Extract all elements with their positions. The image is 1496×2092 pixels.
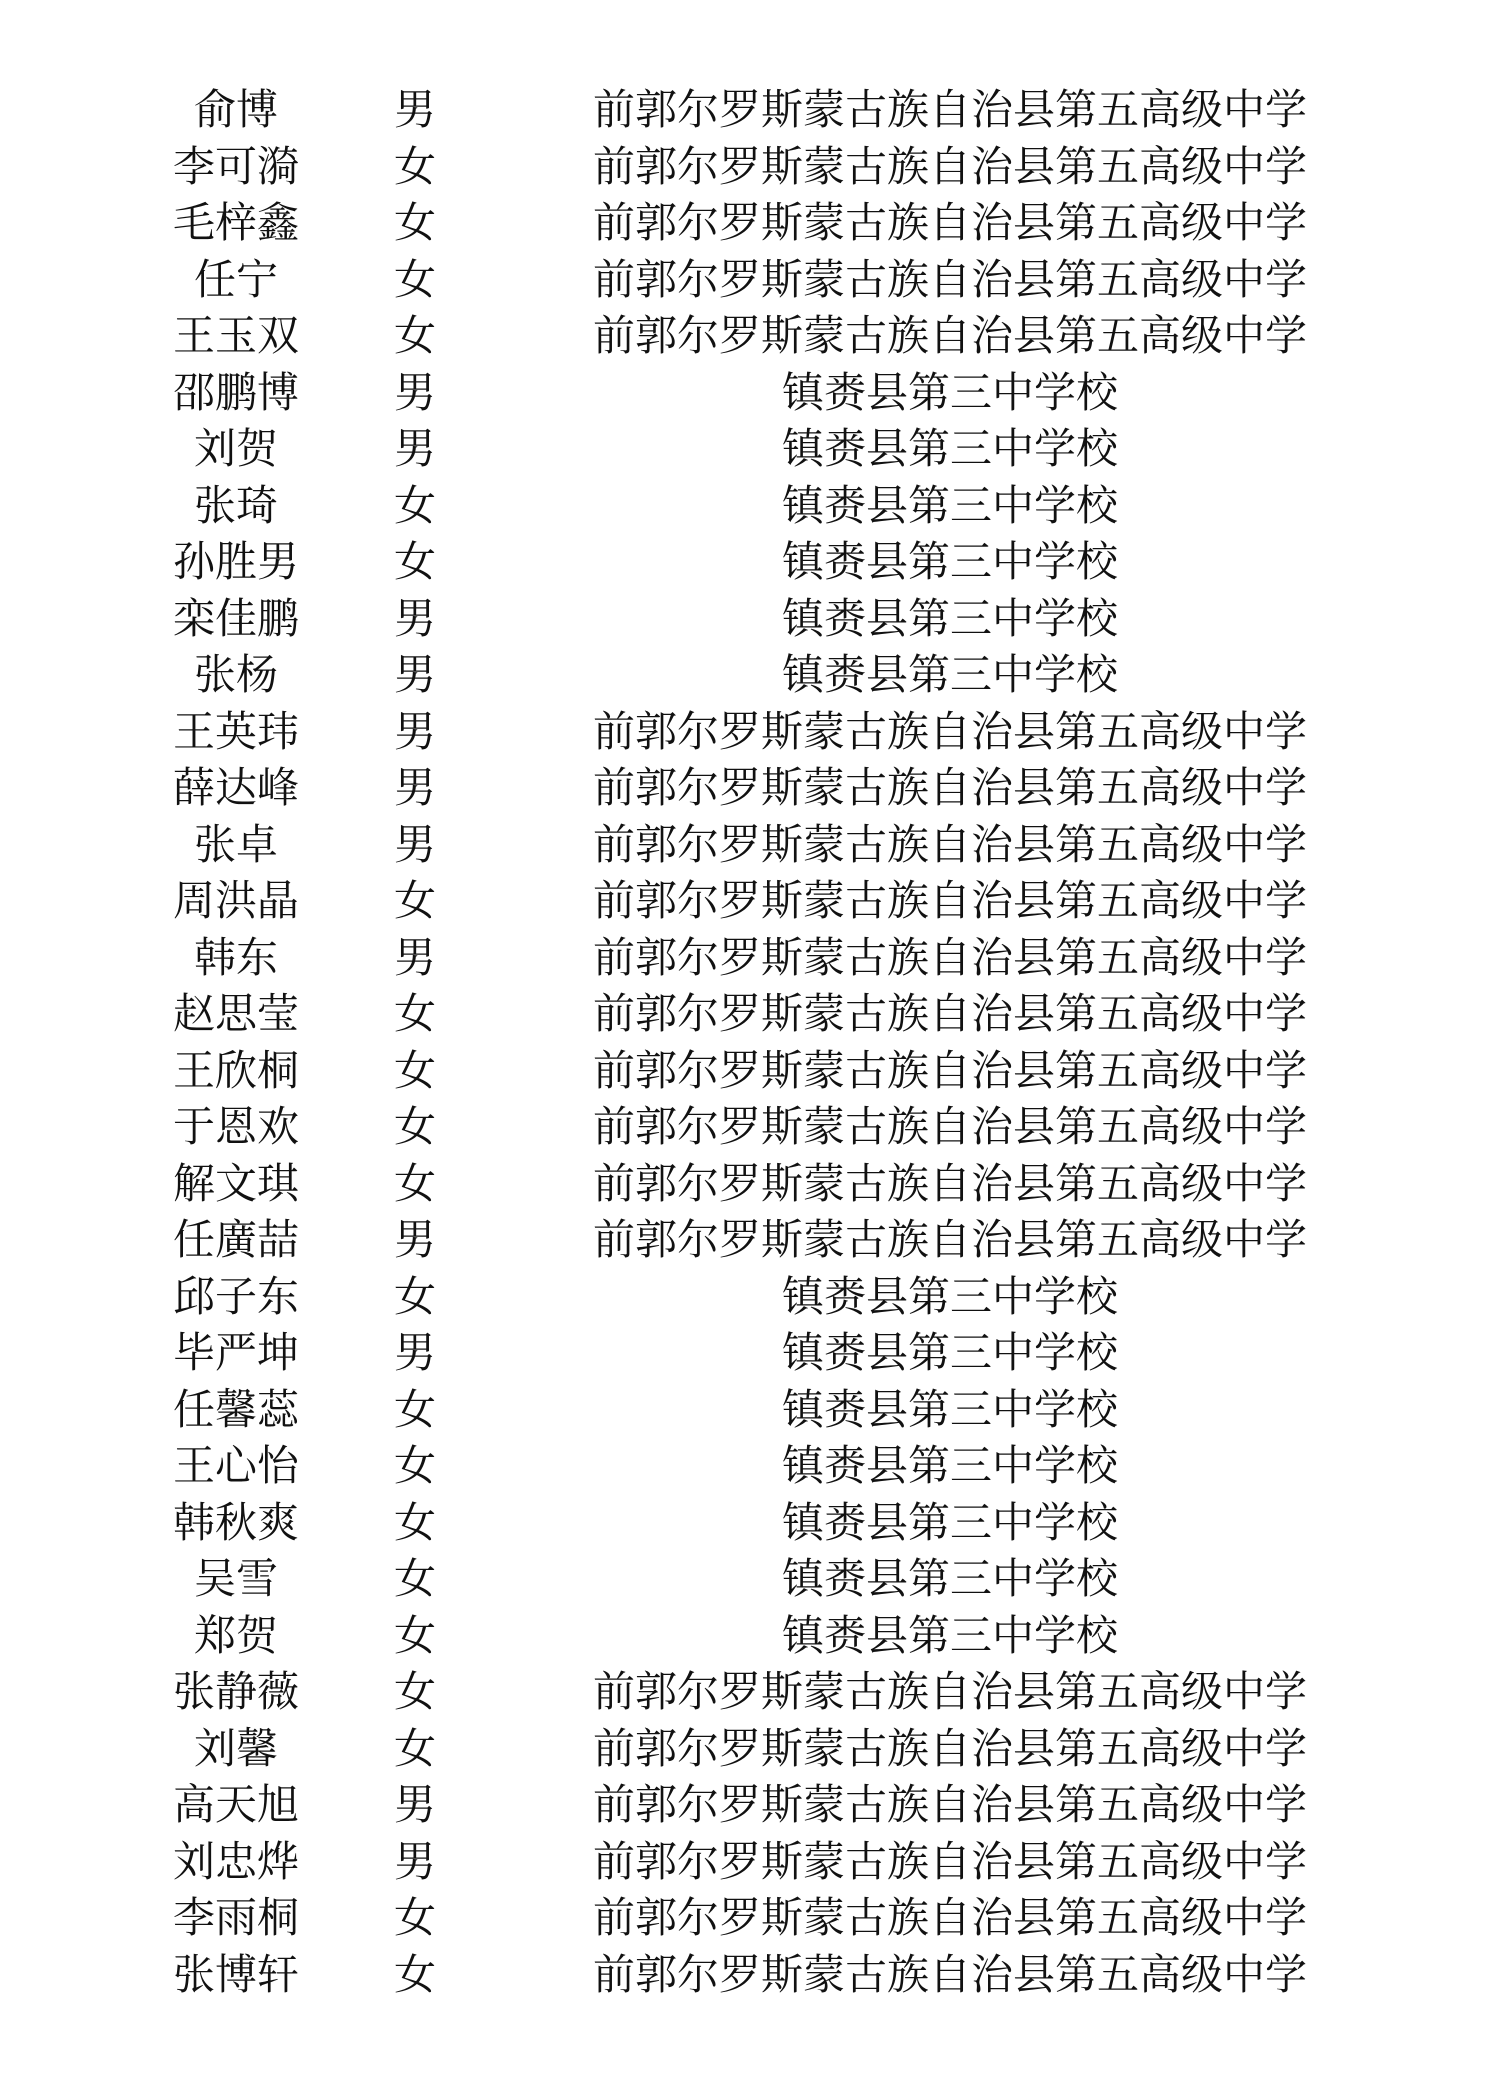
student-school: 前郭尔罗斯蒙古族自治县第五高级中学	[592, 1102, 1307, 1151]
roster-row	[0, 1269, 1496, 1326]
student-school: 前郭尔罗斯蒙古族自治县第五高级中学	[592, 1949, 1307, 1999]
student-gender: 女	[393, 141, 436, 191]
student-gender: 男	[393, 1328, 436, 1377]
roster-row	[0, 1777, 1496, 1834]
student-name: 毕严坤	[172, 1328, 299, 1377]
student-school: 前郭尔罗斯蒙古族自治县第五高级中学	[592, 311, 1307, 360]
student-school: 前郭尔罗斯蒙古族自治县第五高级中学	[592, 1723, 1307, 1773]
roster-row	[0, 930, 1496, 987]
student-name: 刘忠烨	[172, 1836, 299, 1886]
student-name: 栾佳鹏	[172, 593, 299, 643]
student-gender: 女	[393, 1610, 436, 1660]
student-gender: 男	[393, 593, 436, 643]
roster-row	[0, 1834, 1496, 1891]
roster-row	[0, 1947, 1496, 2004]
student-name: 张卓	[193, 819, 278, 869]
student-school: 前郭尔罗斯蒙古族自治县第五高级中学	[592, 819, 1307, 869]
student-gender: 男	[393, 367, 436, 417]
roster-row	[0, 1438, 1496, 1495]
student-school: 前郭尔罗斯蒙古族自治县第五高级中学	[592, 198, 1307, 247]
student-gender: 女	[393, 254, 436, 304]
roster-row	[0, 252, 1496, 309]
student-gender: 女	[393, 1102, 436, 1151]
student-gender: 女	[393, 1158, 436, 1208]
student-school: 前郭尔罗斯蒙古族自治县第五高级中学	[592, 141, 1307, 191]
roster-row	[0, 82, 1496, 139]
student-name: 孙胜男	[172, 537, 299, 586]
student-roster	[0, 82, 1496, 2003]
student-gender: 男	[393, 650, 436, 699]
student-gender: 男	[393, 1836, 436, 1886]
student-name: 任廣喆	[172, 1215, 299, 1264]
student-name: 任馨蕊	[172, 1384, 299, 1434]
roster-row	[0, 760, 1496, 817]
student-school: 镇赉县第三中学校	[781, 367, 1118, 417]
student-gender: 女	[393, 1384, 436, 1434]
student-name: 毛梓鑫	[172, 198, 299, 247]
roster-row	[0, 1043, 1496, 1100]
student-gender: 男	[393, 932, 436, 982]
student-school: 镇赉县第三中学校	[781, 537, 1118, 586]
student-gender: 男	[393, 85, 436, 134]
student-school: 镇赉县第三中学校	[781, 1328, 1118, 1377]
roster-row	[0, 704, 1496, 761]
student-name: 吴雪	[193, 1554, 278, 1603]
student-school: 镇赉县第三中学校	[781, 1441, 1118, 1490]
student-school: 镇赉县第三中学校	[781, 424, 1118, 473]
roster-row	[0, 1721, 1496, 1778]
student-school: 镇赉县第三中学校	[781, 1554, 1118, 1603]
student-school: 前郭尔罗斯蒙古族自治县第五高级中学	[592, 85, 1307, 134]
student-gender: 女	[393, 1723, 436, 1773]
student-gender: 女	[393, 1554, 436, 1603]
roster-row	[0, 1551, 1496, 1608]
student-gender: 女	[393, 537, 436, 586]
student-gender: 男	[393, 763, 436, 812]
student-gender: 女	[393, 1271, 436, 1321]
student-gender: 女	[393, 311, 436, 360]
roster-row	[0, 591, 1496, 648]
student-school: 前郭尔罗斯蒙古族自治县第五高级中学	[592, 876, 1307, 925]
student-name: 王英玮	[172, 706, 299, 756]
student-name: 王欣桐	[172, 1045, 299, 1095]
student-name: 刘馨	[193, 1723, 278, 1773]
student-name: 郑贺	[193, 1610, 278, 1660]
roster-row	[0, 195, 1496, 252]
student-name: 李可漪	[172, 141, 299, 191]
student-gender: 女	[393, 1667, 436, 1716]
student-name: 邱子东	[172, 1271, 299, 1321]
student-gender: 女	[393, 989, 436, 1038]
student-name: 俞博	[193, 85, 278, 134]
student-name: 薛达峰	[172, 763, 299, 812]
roster-row	[0, 873, 1496, 930]
student-gender: 女	[393, 480, 436, 530]
student-name: 王玉双	[172, 311, 299, 360]
student-school: 前郭尔罗斯蒙古族自治县第五高级中学	[592, 763, 1307, 812]
student-school: 前郭尔罗斯蒙古族自治县第五高级中学	[592, 932, 1307, 982]
student-school: 前郭尔罗斯蒙古族自治县第五高级中学	[592, 1215, 1307, 1264]
roster-row	[0, 1099, 1496, 1156]
student-school: 前郭尔罗斯蒙古族自治县第五高级中学	[592, 1158, 1307, 1208]
student-school: 前郭尔罗斯蒙古族自治县第五高级中学	[592, 1893, 1307, 1942]
roster-row	[0, 1890, 1496, 1947]
student-gender: 女	[393, 1949, 436, 1999]
student-name: 于恩欢	[172, 1102, 299, 1151]
roster-row	[0, 365, 1496, 422]
student-name: 张静薇	[172, 1667, 299, 1716]
roster-row	[0, 308, 1496, 365]
student-name: 邵鹏博	[172, 367, 299, 417]
student-gender: 女	[393, 1893, 436, 1942]
roster-row	[0, 986, 1496, 1043]
roster-row	[0, 817, 1496, 874]
student-school: 镇赉县第三中学校	[781, 1384, 1118, 1434]
roster-row	[0, 139, 1496, 196]
student-school: 前郭尔罗斯蒙古族自治县第五高级中学	[592, 1667, 1307, 1716]
student-name: 解文琪	[172, 1158, 299, 1208]
student-school: 前郭尔罗斯蒙古族自治县第五高级中学	[592, 1780, 1307, 1829]
student-gender: 女	[393, 876, 436, 925]
student-name: 王心怡	[172, 1441, 299, 1490]
student-gender: 男	[393, 424, 436, 473]
student-name: 韩东	[193, 932, 278, 982]
roster-row	[0, 1156, 1496, 1213]
student-name: 高天旭	[172, 1780, 299, 1829]
student-gender: 女	[393, 198, 436, 247]
student-school: 镇赉县第三中学校	[781, 1497, 1118, 1547]
student-school: 镇赉县第三中学校	[781, 480, 1118, 530]
student-school: 前郭尔罗斯蒙古族自治县第五高级中学	[592, 1045, 1307, 1095]
student-school: 前郭尔罗斯蒙古族自治县第五高级中学	[592, 254, 1307, 304]
student-school: 前郭尔罗斯蒙古族自治县第五高级中学	[592, 1836, 1307, 1886]
roster-row	[0, 647, 1496, 704]
student-gender: 女	[393, 1497, 436, 1547]
student-gender: 男	[393, 1215, 436, 1264]
student-name: 任宁	[193, 254, 278, 304]
student-gender: 女	[393, 1441, 436, 1490]
roster-row	[0, 421, 1496, 478]
student-school: 镇赉县第三中学校	[781, 650, 1118, 699]
roster-row	[0, 1495, 1496, 1552]
roster-row	[0, 1212, 1496, 1269]
roster-row	[0, 1664, 1496, 1721]
student-gender: 男	[393, 819, 436, 869]
student-gender: 男	[393, 706, 436, 756]
roster-row	[0, 1608, 1496, 1665]
student-name: 赵思莹	[172, 989, 299, 1038]
student-name: 周洪晶	[172, 876, 299, 925]
student-school: 镇赉县第三中学校	[781, 1610, 1118, 1660]
student-school: 镇赉县第三中学校	[781, 1271, 1118, 1321]
student-school: 镇赉县第三中学校	[781, 593, 1118, 643]
student-gender: 男	[393, 1780, 436, 1829]
roster-row	[0, 1325, 1496, 1382]
student-name: 张琦	[193, 480, 278, 530]
student-school: 前郭尔罗斯蒙古族自治县第五高级中学	[592, 989, 1307, 1038]
student-name: 李雨桐	[172, 1893, 299, 1942]
student-name: 张博轩	[172, 1949, 299, 1999]
roster-row	[0, 534, 1496, 591]
roster-row	[0, 1382, 1496, 1439]
student-name: 张杨	[193, 650, 278, 699]
student-name: 刘贺	[193, 424, 278, 473]
student-name: 韩秋爽	[172, 1497, 299, 1547]
student-school: 前郭尔罗斯蒙古族自治县第五高级中学	[592, 706, 1307, 756]
student-gender: 女	[393, 1045, 436, 1095]
roster-row	[0, 478, 1496, 535]
